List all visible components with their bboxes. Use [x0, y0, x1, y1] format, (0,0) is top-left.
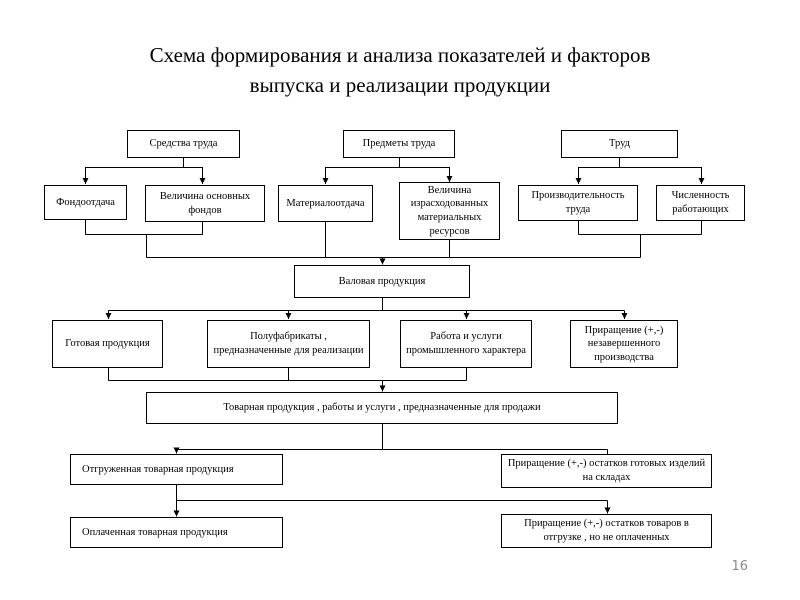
node-semi-finished: Полуфабрикаты , предназначенные для реализации: [207, 320, 370, 368]
node-commodity-output: Товарная продукция , работы и услуги , предназначенные для продажи: [146, 392, 618, 424]
page-number: 16: [731, 559, 748, 574]
node-fixed-assets-value: Величина основных фондов: [145, 185, 265, 222]
node-wip-increment: Приращение (+,-) незавершенного производства: [570, 320, 678, 368]
node-shipped-unpaid-increment: Приращение (+,-) остатков товаров в отгрузке , но не оплаченных: [501, 514, 712, 548]
node-industrial-works: Работа и услуги промышленного характера: [400, 320, 532, 368]
node-material-productivity: Материалоотдача: [278, 185, 373, 222]
node-consumed-materials-value: Величина израсходованных материальных ресурсов: [399, 182, 500, 240]
node-capital-productivity: Фондоотдача: [44, 185, 127, 220]
node-shipped-products: Отгруженная товарная продукция: [70, 454, 283, 485]
connector-objects-of-labor-children: [326, 158, 450, 184]
connector-merge-to-commodity-output: [109, 368, 467, 392]
connector-merge-to-gross-output: [86, 220, 702, 265]
connector-gross-output-children: [109, 298, 625, 319]
node-gross-output: Валовая продукция: [294, 265, 470, 298]
node-means-of-labor: Средства труда: [127, 130, 240, 158]
connector-shipped-products-children: [177, 484, 608, 517]
node-finished-products: Готовая продукция: [52, 320, 163, 368]
connector-commodity-output-children: [177, 424, 608, 454]
connector-means-of-labor-children: [86, 158, 203, 184]
node-labor-productivity: Производительность труда: [518, 185, 638, 221]
node-warehouse-increment: Приращение (+,-) остатков готовых изделий на складах: [501, 454, 712, 488]
connector-labor-children: [579, 158, 702, 184]
slide-title-line2: выпуска и реализации продукции: [249, 73, 551, 98]
node-labor: Труд: [561, 130, 678, 158]
slide-title-line1: Схема формирования и анализа показателей и факторов: [149, 43, 651, 67]
node-number-of-workers: Численность работающих: [656, 185, 745, 221]
node-paid-products: Оплаченная товарная продукция: [70, 517, 283, 548]
node-objects-of-labor: Предметы труда: [343, 130, 455, 158]
